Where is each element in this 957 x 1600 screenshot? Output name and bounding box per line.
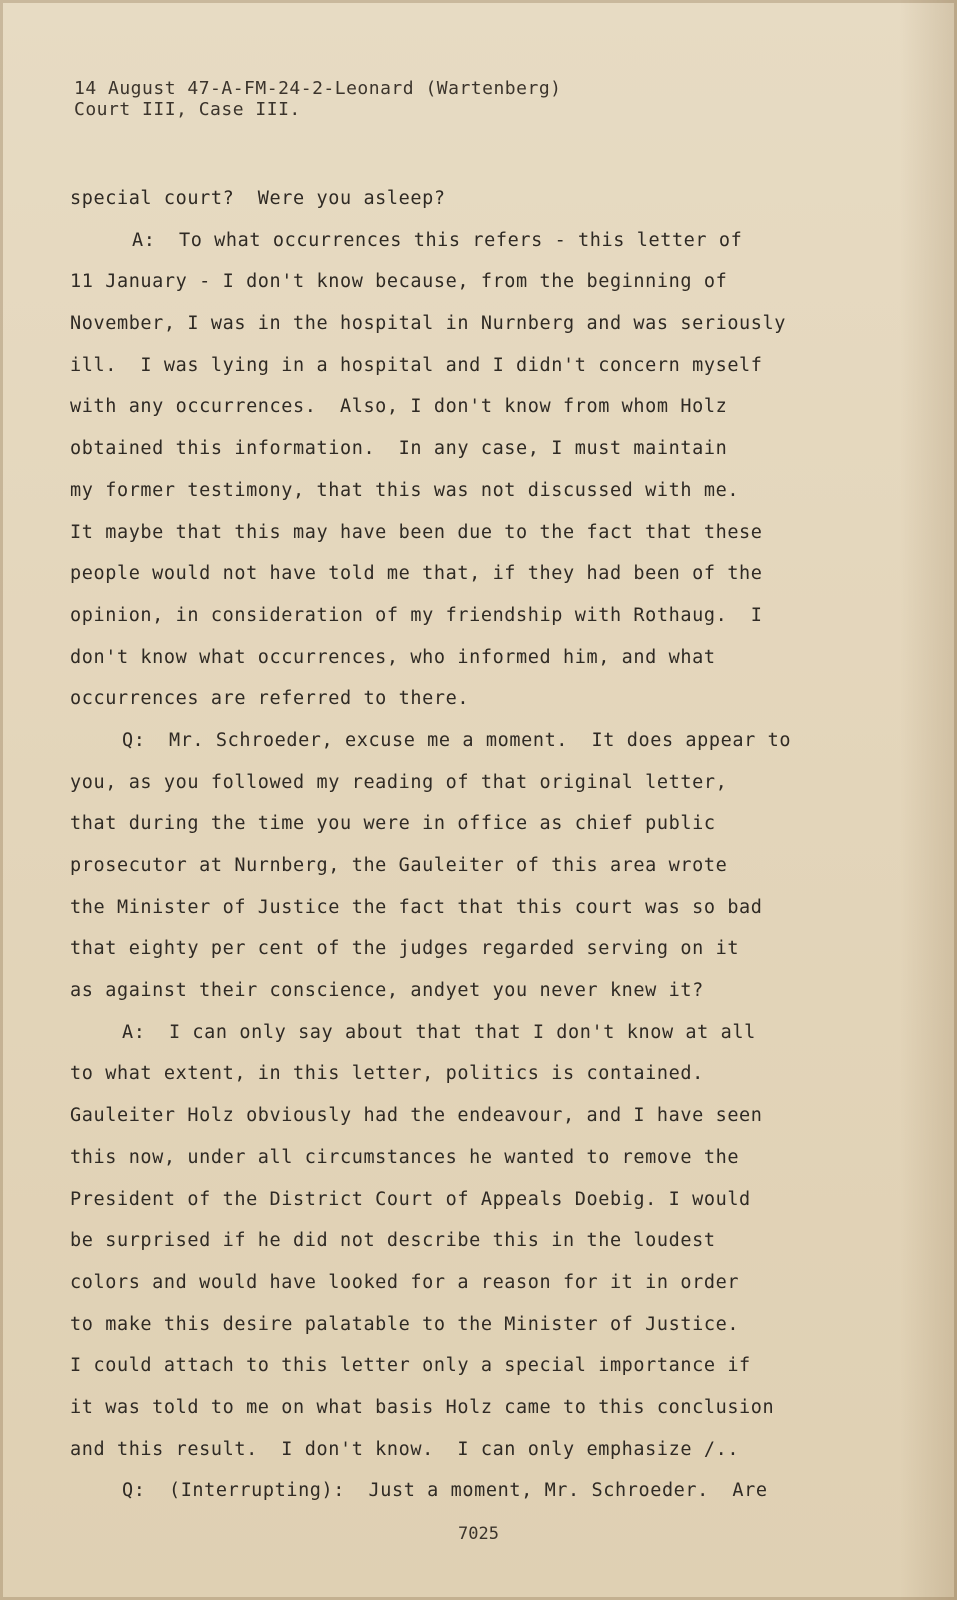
transcript-line-19: that eighty per cent of the judges regarded serving on it (70, 938, 740, 960)
transcript-line-26: be surprised if he did not describe this in the loudest (70, 1230, 716, 1252)
transcript-line-22: to what extent, in this letter, politics is contained. (70, 1063, 704, 1085)
transcript-line-8: my former testimony, that this was not discussed with me. (70, 479, 740, 501)
transcript-line-16: that during the time you were in office as chief public (70, 813, 716, 835)
transcript-line-32: Q: (Interrupting): Just a moment, Mr. Schroeder. Are (122, 1480, 768, 1502)
page-number: 7025 (458, 1524, 499, 1544)
transcript-line-20: as against their conscience, andyet you never knew it? (70, 980, 704, 1002)
transcript-line-15: you, as you followed my reading of that original letter, (70, 771, 728, 793)
transcript-line-17: prosecutor at Nurnberg, the Gauleiter of this area wrote (70, 855, 728, 876)
transcript-line-5: ill. I was lying in a hospital and I didn't concern myself (70, 354, 763, 376)
transcript-line-1: special court? Were you asleep? (70, 188, 446, 209)
transcript-line-21: A: I can only say about that that I don't know at all (122, 1021, 756, 1043)
transcript-line-31: and this result. I don't know. I can only emphasize /.. (70, 1438, 740, 1460)
transcript-line-28: to make this desire palatable to the Minister of Justice. (70, 1313, 740, 1335)
transcript-line-9: It maybe that this may have been due to the fact that these (70, 521, 763, 543)
transcript-line-27: colors and would have looked for a reason for it in order (70, 1271, 740, 1293)
transcript-line-10: people would not have told me that, if they had been of the (70, 563, 763, 585)
transcript-line-12: don't know what occurrences, who informed him, and what (70, 646, 716, 668)
transcript-line-23: Gauleiter Holz obviously had the endeavour, and I have seen (70, 1105, 763, 1127)
transcript-line-18: the Minister of Justice the fact that this court was so bad (70, 896, 763, 918)
transcript-line-13: occurrences are referred to there. (70, 688, 470, 710)
transcript-line-7: obtained this information. In any case, I must maintain (70, 438, 728, 460)
header-line-court-case: Court III, Case III. (74, 99, 301, 120)
transcript-line-30: it was told to me on what basis Holz came to this conclusion (70, 1396, 775, 1418)
transcript-line-14: Q: Mr. Schroeder, excuse me a moment. It does appear to (122, 729, 792, 751)
transcript-line-6: with any occurrences. Also, I don't know from whom Holz (70, 396, 728, 418)
transcript-line-25: President of the District Court of Appeals Doebig. I would (70, 1188, 751, 1210)
transcript-line-11: opinion, in consideration of my friendship with Rothaug. I (70, 604, 763, 626)
document-header (74, 78, 562, 120)
transcript-line-24: this now, under all circumstances he wanted to remove the (70, 1146, 740, 1168)
transcript-line-3: 11 January - I don't know because, from the beginning of (70, 271, 728, 293)
transcript-line-4: November, I was in the hospital in Nurnberg and was seriously (70, 313, 787, 335)
header-line-date-reporter: 14 August 47-A-FM-24-2-Leonard (Wartenberg) (74, 78, 562, 99)
transcript-body (70, 178, 860, 1512)
transcript-line-2: A: To what occurrences this refers - this letter of (132, 229, 743, 251)
transcript-line-29: I could attach to this letter only a special importance if (70, 1355, 751, 1377)
